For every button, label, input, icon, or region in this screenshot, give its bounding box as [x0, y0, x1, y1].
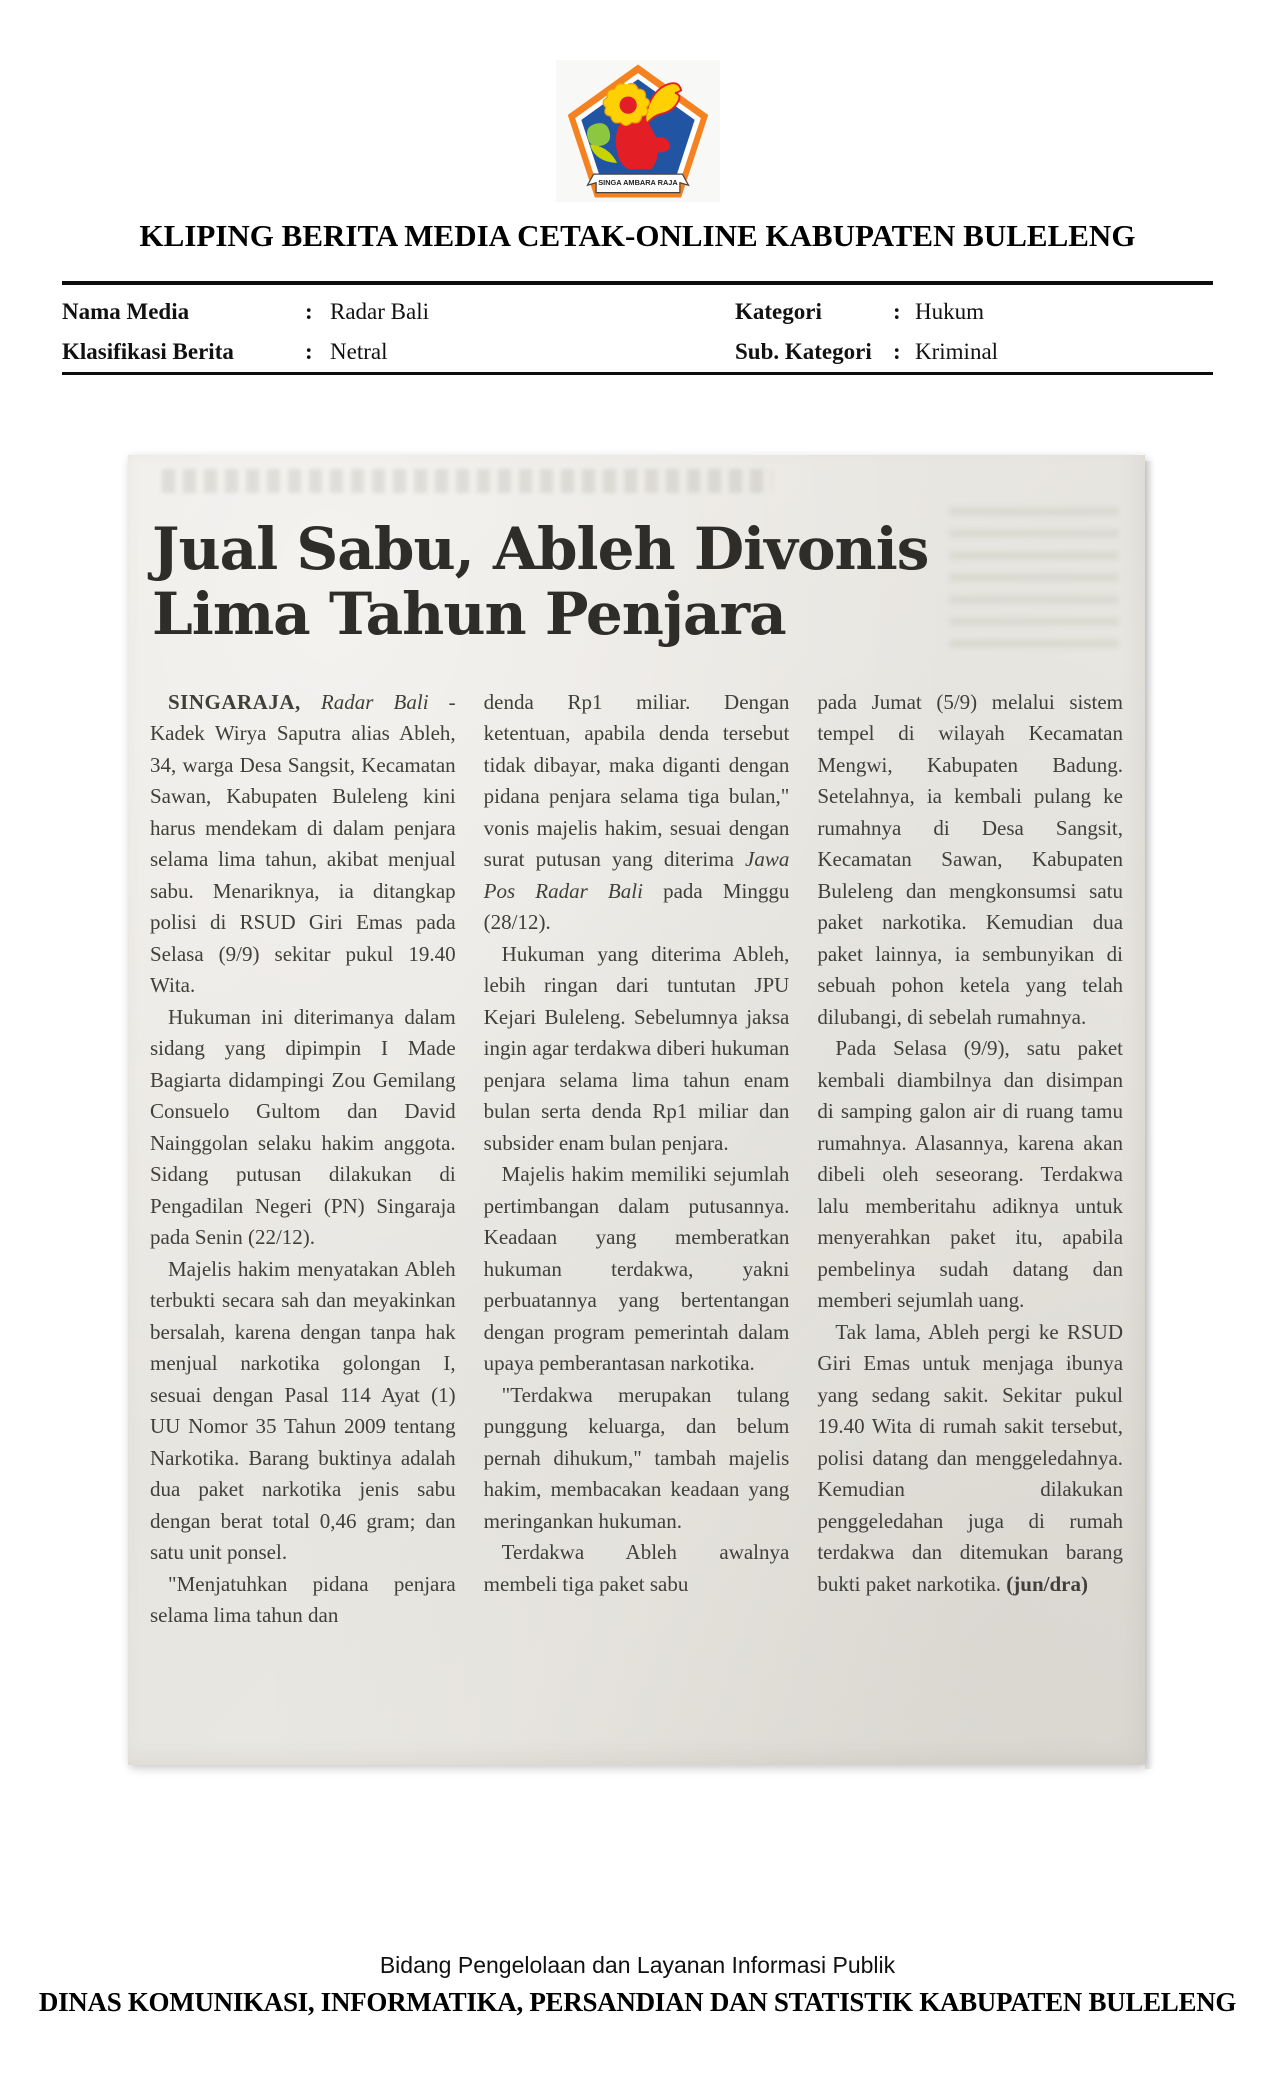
paragraph-text: - Kadek Wirya Saputra alias Ableh, 34, warga Desa Sangsit, Kecamatan Sawan, Kabupaten Buleleng kini harus mendekam di dalam penjara selama lima tahun, akibat menjual sabu. Menariknya, ia ditangkap polisi di RSUD Giri Emas pada Selasa (9/9) sekitar pukul 19.40 Wita. — [150, 689, 456, 998]
meta-label-sub-kategori: Sub. Kategori — [735, 339, 872, 364]
bleed-through-artifact — [162, 469, 772, 493]
footer-agency: DINAS KOMUNIKASI, INFORMATIKA, PERSANDIAN DAN STATISTIK KABUPATEN BULELENG — [38, 1987, 1237, 2017]
meta-value-kategori: Hukum — [915, 299, 984, 324]
meta-separator: : — [893, 299, 901, 324]
headline-line1: Jual Sabu, Ableh Divonis — [152, 515, 929, 583]
meta-label-nama-media: Nama Media — [62, 299, 190, 324]
paragraph: Hukuman yang diterima Ableh, lebih ringan dari tuntutan JPU Kejari Buleleng. Sebelumnya jaksa ingin agar terdakwa diberi hukuman penjara selama lima tahun enam bulan serta denda Rp1 miliar dan subsider enam bulan penjara. — [483, 941, 790, 1155]
divider-top — [62, 281, 1213, 285]
paragraph: pada Jumat (5/9) melalui sistem tempel di wilayah Kecamatan Mengwi, Kabupaten Badung. Setelahnya, ia kembali pulang ke rumahnya di Desa Sangsit, Kecamatan Sawan, Kabupaten Buleleng dan mengkonsumsi satu paket narkotika. Kemudian dua paket lainnya, ia sembunyikan di sebuah pohon ketela yang telah dilubangi, di sebelah rumahnya. — [817, 689, 1124, 1029]
banner-text: SINGA AMBARA RAJA — [597, 178, 678, 188]
article-column-2 — [484, 687, 790, 1632]
footer-division: Bidang Pengelolaan dan Layanan Informasi Publik — [379, 1952, 896, 1978]
buleleng-emblem-icon — [563, 62, 713, 200]
meta-separator: : — [305, 339, 313, 364]
newspaper-clipping — [128, 455, 1145, 1765]
paragraph-text: denda Rp1 miliar. Dengan ketentuan, apabila denda tersebut tidak dibayar, maka diganti dengan pidana penjara selama tiga bulan," vonis majelis hakim, sesuai dengan surat putusan yang diterima — [483, 689, 790, 872]
paragraph: "Menjatuhkan pidana penjara selama lima tahun dan — [150, 1571, 456, 1628]
page-title: KLIPING BERITA MEDIA CETAK-ONLINE KABUPATEN BULELENG — [139, 218, 1136, 253]
article-column-3 — [817, 687, 1123, 1632]
article-body — [150, 687, 1123, 1632]
byline: (jun/dra) — [1006, 1571, 1088, 1596]
paragraph-text: Tak lama, Ableh pergi ke RSUD Giri Emas untuk menjaga ibunya yang sedang sakit. Sekitar pukul 19.40 Wita di rumah sakit tersebut, polisi datang dan menggeledahnya. Kemudian dilakukan penggeledahan juga di rumah terdakwa dan ditemukan barang bukti paket narkotika. — [817, 1319, 1124, 1596]
source-name: Radar Bali — [300, 689, 429, 714]
article-column-1 — [150, 687, 456, 1632]
foliage-icon — [587, 123, 610, 146]
paragraph — [484, 687, 790, 939]
buleleng-emblem — [556, 60, 720, 202]
dateline: SINGARAJA, — [168, 689, 301, 714]
headline-line2: Lima Tahun Penjara — [152, 579, 786, 648]
paragraph: Terdakwa Ableh awalnya membeli tiga paket sabu — [483, 1540, 790, 1596]
bleed-through-artifact — [949, 507, 1119, 657]
paragraph: "Terdakwa merupakan tulang punggung keluarga, dan belum pernah dihukum," tambah majelis hakim, membacakan keadaan yang meringankan hukuman. — [483, 1382, 790, 1533]
paragraph: Majelis hakim menyatakan Ableh terbukti secara sah dan meyakinkan bersalah, karena dengan tanpa hak menjual narkotika golongan I, sesuai dengan Pasal 114 Ayat (1) UU Nomor 35 Tahun 2009 tentang Narkotika. Barang buktinya adalah dua paket narkotika jenis sabu dengan berat total 0,46 gram; dan satu unit ponsel. — [150, 1256, 456, 1565]
meta-separator: : — [893, 339, 901, 364]
meta-label-klasifikasi: Klasifikasi Berita — [62, 339, 234, 364]
paragraph — [150, 687, 456, 1002]
paragraph-text: pada Minggu (28/12). — [483, 878, 790, 935]
metadata-table — [62, 292, 1213, 372]
paragraph: Hukuman ini diterimanya dalam sidang yang dipimpin I Made Bagiarta didampingi Zou Gemilang Consuelo Gultom dan David Nainggolan selaku hakim anggota. Sidang putusan dilakukan di Pengadilan Negeri (PN) Singaraja pada Senin (22/12). — [150, 1004, 456, 1250]
meta-label-kategori: Kategori — [735, 299, 822, 324]
publication-name: Jawa Pos Radar Bali — [483, 847, 790, 903]
paragraph: Majelis hakim memiliki sejumlah pertimbangan dalam putusannya. Keadaan yang memberatkan hukuman terdakwa, yakni perbuatannya yang bertentangan dengan program pemerintah dalam upaya pemberantasan narkotika. — [483, 1162, 790, 1376]
meta-value-sub-kategori: Kriminal — [915, 339, 999, 364]
meta-separator: : — [305, 299, 313, 324]
paragraph: Pada Selasa (9/9), satu paket kembali diambilnya dan disimpan di samping galon air di ruang tamu rumahnya. Alasannya, karena akan dibeli oleh seseorang. Terdakwa lalu memberitahu adiknya untuk menyerahkan paket itu, apabila pembelinya sudah datang dan memberi sejumlah uang. — [817, 1036, 1124, 1313]
meta-value-nama-media: Radar Bali — [330, 299, 429, 324]
divider-bottom — [62, 372, 1213, 375]
lion-face-icon — [619, 97, 636, 114]
paragraph — [817, 1317, 1123, 1601]
meta-value-klasifikasi: Netral — [330, 339, 388, 364]
